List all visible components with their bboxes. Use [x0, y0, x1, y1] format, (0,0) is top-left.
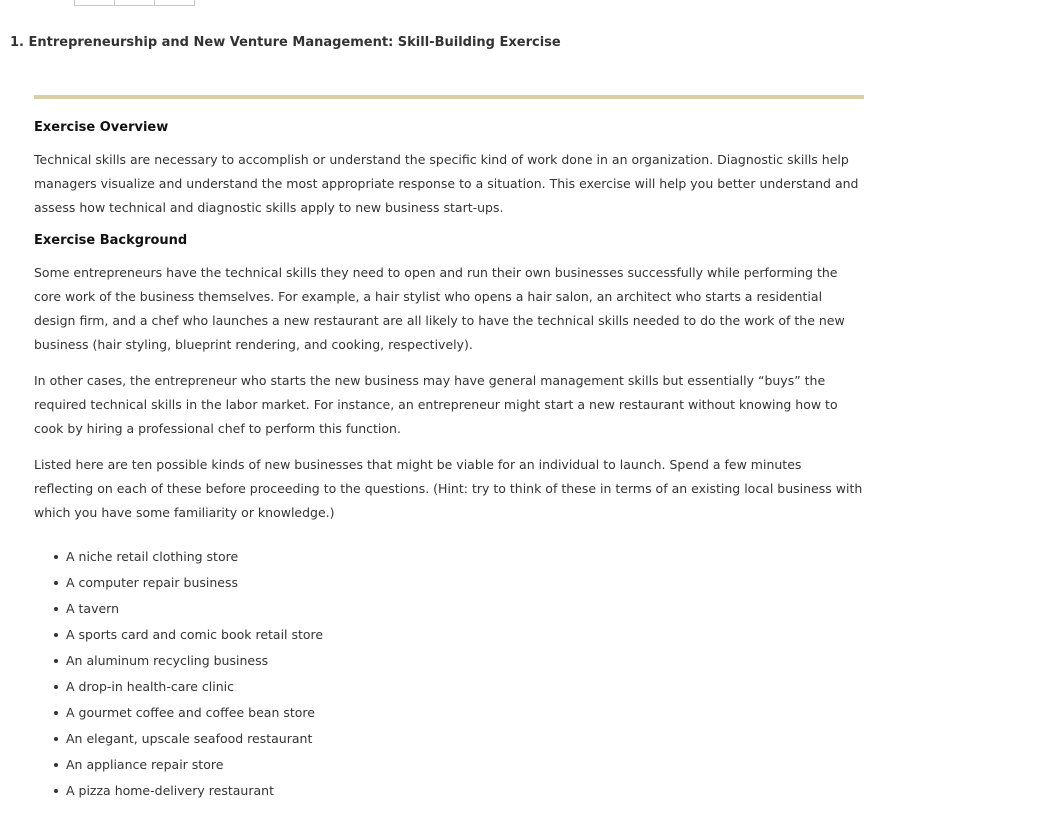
- background-paragraph-3: Listed here are ten possible kinds of new businesses that might be viable for an individual to launch. Spend a few minutes reflecting on each of these before proceeding to the questions. (Hint: try to think of these in terms of an existing local business with which you have some familiarity or knowledge.): [34, 457, 863, 520]
- overview-paragraph: Technical skills are necessary to accomplish or understand the specific kind of work done in an organization. Diagnostic skills help managers visualize and understand the most appropriate response to a situation. This exercise will help you better understand and assess how technical and diagnostic skills apply to new business start-ups.: [34, 152, 859, 215]
- exercise-content: [34, 95, 864, 804]
- top-tab-1[interactable]: [74, 0, 115, 6]
- list-item: A gourmet coffee and coffee bean store: [54, 700, 864, 726]
- list-item: An elegant, upscale seafood restaurant: [54, 726, 864, 752]
- section-divider: [34, 95, 864, 99]
- question-title-text: Entrepreneurship and New Venture Management: Skill-Building Exercise: [28, 35, 561, 50]
- list-item: An aluminum recycling business: [54, 648, 864, 674]
- list-item: An appliance repair store: [54, 752, 864, 778]
- list-item: A niche retail clothing store: [54, 544, 864, 570]
- list-item: A pizza home-delivery restaurant: [54, 778, 864, 804]
- list-item: A tavern: [54, 596, 864, 622]
- background-paragraph-1: Some entrepreneurs have the technical skills they need to open and run their own businesses successfully while performing the core work of the business themselves. For example, a hair stylist who opens a hair salon, an architect who starts a residential design firm, and a chef who launches a new restaurant are all likely to have the technical skills needed to do the work of the new business (hair styling, blueprint rendering, and cooking, respectively).: [34, 265, 845, 352]
- list-item: A sports card and comic book retail store: [54, 622, 864, 648]
- question-number: 1.: [10, 35, 24, 50]
- list-item: A computer repair business: [54, 570, 864, 596]
- background-heading: Exercise Background: [34, 233, 188, 248]
- top-tab-strip: [74, 0, 194, 6]
- top-tab-2[interactable]: [114, 0, 155, 6]
- business-list: [34, 544, 864, 804]
- list-item: A drop-in health-care clinic: [54, 674, 864, 700]
- top-tab-3[interactable]: [154, 0, 195, 6]
- question-title: [10, 34, 561, 51]
- overview-heading: Exercise Overview: [34, 120, 169, 135]
- background-paragraph-2: In other cases, the entrepreneur who starts the new business may have general management skills but essentially “buys” the required technical skills in the labor market. For instance, an entrepreneur might start a new restaurant without knowing how to cook by hiring a professional chef to perform this function.: [34, 373, 838, 436]
